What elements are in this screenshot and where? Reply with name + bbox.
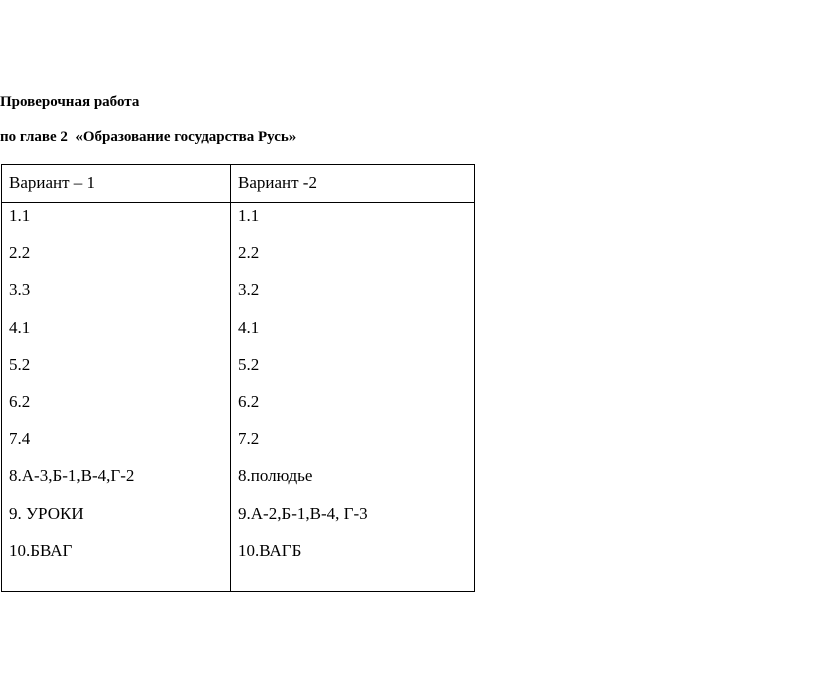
answer-item: 10.ВАГБ bbox=[238, 540, 302, 560]
answer-item: 5.2 bbox=[9, 354, 31, 374]
answer-item: 8.А-3,Б-1,В-4,Г-2 bbox=[9, 466, 135, 486]
variant-1-answers bbox=[2, 203, 231, 592]
table-row bbox=[2, 203, 475, 592]
table-header-row bbox=[2, 165, 475, 203]
answer-item: 10.БВАГ bbox=[9, 540, 73, 560]
answer-item: 2.2 bbox=[9, 243, 31, 263]
answer-item: 2.2 bbox=[238, 243, 260, 263]
answer-item: 6.2 bbox=[238, 391, 260, 411]
answer-item: 8.полюдье bbox=[238, 466, 313, 486]
answer-item: 1.1 bbox=[9, 206, 31, 225]
answer-item: 1.1 bbox=[238, 206, 260, 225]
header-variant-1: Вариант – 1 bbox=[2, 165, 231, 203]
answer-item: 4.1 bbox=[9, 317, 31, 337]
answer-item: 7.2 bbox=[238, 429, 260, 449]
header-variant-2: Вариант -2 bbox=[231, 165, 475, 203]
answer-item: 7.4 bbox=[9, 429, 31, 449]
answer-item: 3.3 bbox=[9, 280, 31, 300]
answers-table bbox=[1, 164, 475, 592]
answer-item: 6.2 bbox=[9, 391, 31, 411]
document-subtitle: по главе 2 «Образование государства Русь» bbox=[0, 129, 297, 145]
answer-item: 5.2 bbox=[238, 354, 260, 374]
answer-item: 9.А-2,Б-1,В-4, Г-3 bbox=[238, 503, 368, 523]
document-title: Проверочная работа bbox=[0, 94, 140, 110]
variant-2-answers bbox=[231, 203, 475, 592]
answer-item: 9. УРОКИ bbox=[9, 503, 84, 523]
answer-item: 4.1 bbox=[238, 317, 260, 337]
answer-item: 3.2 bbox=[238, 280, 260, 300]
